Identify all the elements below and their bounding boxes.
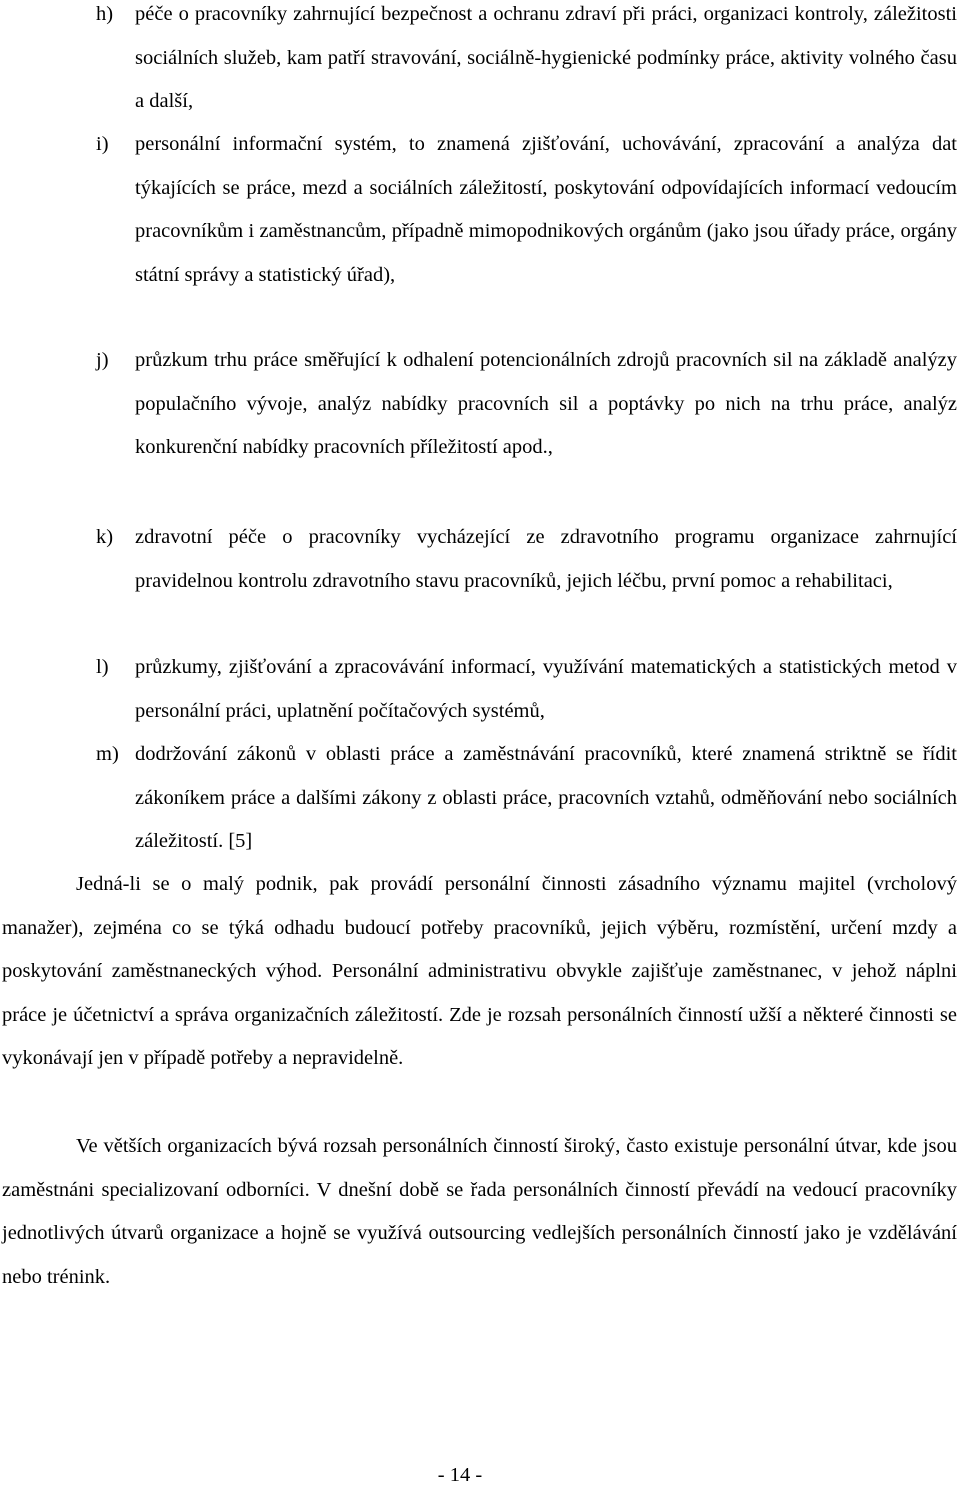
page-number: - 14 - (437, 1464, 483, 1486)
list-marker: h) (96, 3, 114, 25)
list-marker: k) (96, 526, 114, 548)
list-marker: i) (96, 133, 109, 155)
list-marker: m) (96, 743, 119, 765)
list-item-text: péče o pracovníky zahrnující bezpečnost a ochranu zdraví při práci, organizaci kontroly, záležitosti sociálních služeb, kam patří stravování, sociálně-hygienické podmínky práce, aktivity volného času a další, (135, 3, 957, 112)
list-item-text: průzkum trhu práce směřující k odhalení potencionálních zdrojů pracovních sil na základě analýzy populačního vývoje, analýz nabídky pracovních sil a poptávky po nich na trhu práce, analýz konkurenční nabídky pracovních příležitostí apod., (135, 349, 957, 458)
list-item-text: personální informační systém, to znamená zjišťování, uchovávání, zpracování a analýza dat týkajících se práce, mezd a sociálních záležitostí, poskytování odpovídajících informací vedoucím pracovníkům i zaměstnancům, případně mimopodnikových orgánům (jako jsou úřady práce, orgány státní správy a statistický úřad), (135, 133, 957, 286)
paragraph-large-organizations: Ve větších organizacích bývá rozsah personálních činností široký, často existuje personální útvar, kde jsou zaměstnáni specializovaní odborníci. V dnešní době se řada personálních činností převádí na vedoucí pracovníky jednotlivých útvarů organizace a hojně se využívá outsourcing vedlejších personálních činností jako je vzdělávání nebo trénink. (2, 1135, 957, 1288)
list-item-text: dodržování zákonů v oblasti práce a zaměstnávání pracovníků, které znamená striktně se řídit zákoníkem práce a dalšími zákony z oblasti práce, pracovních vztahů, odměňování nebo sociálních záležitostí. [5] (135, 743, 957, 852)
list-marker: l) (96, 656, 109, 678)
list-marker: j) (96, 349, 109, 371)
list-item-text: průzkumy, zjišťování a zpracovávání informací, využívání matematických a statistických metod v personální práci, uplatnění počítačových systémů, (135, 656, 957, 722)
paragraph-small-company: Jedná-li se o malý podnik, pak provádí personální činnosti zásadního významu majitel (vrcholový manažer), zejména co se týká odhadu budoucí potřeby pracovníků, jejich výběru, rozmístění, určení mzdy a poskytování zaměstnaneckých výhod. Personální administrativu obvykle zajišťuje zaměstnanec, v jehož náplni práce je účetnictví a správa organizačních záležitostí. Zde je rozsah personálních činností užší a některé činnosti se vykonávají jen v případě potřeby a nepravidelně. (2, 873, 957, 1069)
list-item-text: zdravotní péče o pracovníky vycházející ze zdravotního programu organizace zahrnující pravidelnou kontrolu zdravotního stavu pracovníků, jejich léčbu, první pomoc a rehabilitaci, (135, 526, 957, 592)
